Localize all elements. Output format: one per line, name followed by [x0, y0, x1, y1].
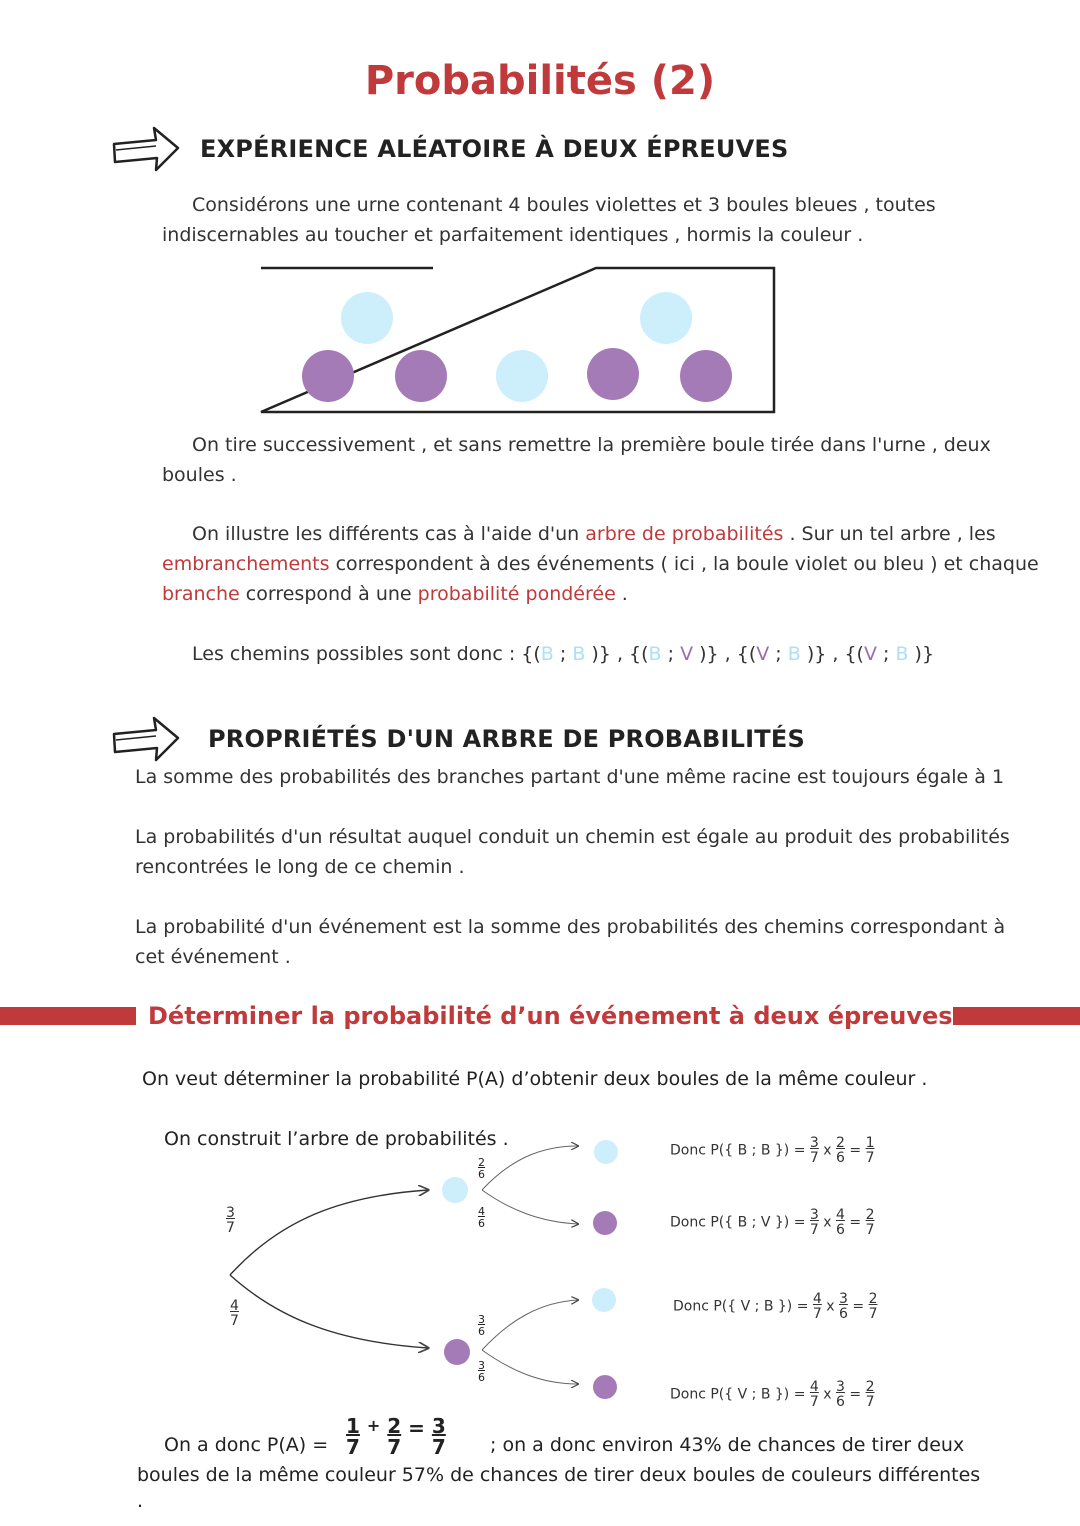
property-1: La somme des probabilités des branches partant d'une même racine est toujours égale à 1 [135, 766, 1005, 788]
section-heading-experience: EXPÉRIENCE ALÉATOIRE À DEUX ÉPREUVES [200, 135, 789, 163]
branch-root-violet [230, 1275, 428, 1348]
ball-violet [680, 350, 732, 402]
fraction-3-6: $\frac{3}{6}$ [478, 1359, 485, 1384]
property-2: La probabilités d'un résultat auquel conduit un chemin est égale au produit des probabilités rencontrées le long de ce chemin . [135, 826, 1010, 878]
sum-expression: $\frac{1}{7}$ + $\frac{2}{7}$ = $\frac{3}{7}$ [346, 1414, 446, 1459]
fraction-4-6: $\frac{4}{6}$ [478, 1205, 485, 1230]
tree-line-2: embranchements correspondent à des événements ( ici , la boule violet ou bleu ) et chaque [162, 553, 1039, 575]
result-vb: Donc P({ V ; B }) = $\frac{4}{7}$ x $\frac{3}{6}$ = $\frac{2}{7}$ [673, 1291, 878, 1322]
conclusion-lead: On a donc P(A) = [164, 1434, 329, 1456]
tree-line-1: On illustre les différents cas à l'aide d'un arbre de probabilités . Sur un tel arbre , les [192, 523, 996, 545]
intro-line-2: indiscernables au toucher et parfaitement identiques , hormis la couleur . [162, 224, 864, 246]
section-heading-properties: PROPRIÉTÉS D'UN ARBRE DE PROBABILITÉS [208, 725, 805, 753]
branch-bb [482, 1146, 578, 1190]
probability-tree [220, 1130, 640, 1420]
arrow-right-icon [112, 714, 182, 764]
fraction-3-6: $\frac{3}{6}$ [478, 1313, 485, 1338]
draw-paragraph [162, 430, 1042, 490]
intro-line-1: Considérons une urne contenant 4 boules violettes et 3 boules bleues , toutes [192, 194, 936, 216]
intro-paragraph [162, 190, 1042, 250]
draw-line-2: boules . [162, 464, 237, 486]
band-left [0, 1007, 136, 1025]
ball-blue [341, 292, 393, 344]
result-vv: Donc P({ V ; B }) = $\frac{4}{7}$ x $\frac{3}{6}$ = $\frac{2}{7}$ [670, 1379, 875, 1410]
tree-paragraph [162, 519, 1072, 609]
arrow-right-icon [112, 124, 182, 174]
tree-line-3: branche correspond à une probabilité pondérée . [162, 583, 628, 605]
node-blue [442, 1177, 468, 1203]
urn-illustration [258, 264, 780, 418]
ball-violet [587, 348, 639, 400]
leaf-violet [593, 1375, 617, 1399]
branch-root-blue [230, 1190, 428, 1275]
result-bb: Donc P({ B ; B }) = $\frac{3}{7}$ x $\frac{2}{6}$ = $\frac{1}{7}$ [670, 1135, 875, 1166]
page-title: Probabilités (2) [364, 58, 716, 104]
branch-vv [482, 1350, 578, 1384]
ball-violet [395, 350, 447, 402]
draw-line-1: On tire successivement , et sans remettre la première boule tirée dans l'urne , deux [192, 434, 991, 456]
fraction-3-7: $\frac{3}{7}$ [226, 1205, 235, 1236]
band-title: Déterminer la probabilité d’un événement à deux épreuves [148, 1002, 953, 1030]
property-3: La probabilité d'un événement est la somme des probabilités des chemins correspondant à cet événement . [135, 916, 1006, 968]
fraction-2-6: $\frac{2}{6}$ [478, 1156, 485, 1181]
band-right [953, 1007, 1080, 1025]
branch-vb [482, 1300, 578, 1350]
fraction-4-7: $\frac{4}{7}$ [230, 1298, 239, 1329]
construct-text: On construit l’arbre de probabilités . [164, 1128, 509, 1150]
ball-blue [496, 350, 548, 402]
node-violet [444, 1339, 470, 1365]
ball-blue [640, 292, 692, 344]
goal-text: On veut déterminer la probabilité P(A) d’obtenir deux boules de la même couleur . [142, 1068, 928, 1090]
result-bv: Donc P({ B ; V }) = $\frac{3}{7}$ x $\frac{4}{6}$ = $\frac{2}{7}$ [670, 1207, 875, 1238]
branch-bv [482, 1190, 578, 1224]
leaf-blue [592, 1288, 616, 1312]
ball-violet [302, 350, 354, 402]
leaf-blue [594, 1140, 618, 1164]
paths-line: Les chemins possibles sont donc : {(B ; B )} , {(B ; V )} , {(V ; B )} , {(V ; B )} [192, 643, 935, 665]
leaf-violet [593, 1211, 617, 1235]
conclusion-line-2: boules de la même couleur 57% de chances de tirer deux boules de couleurs différentes [137, 1464, 981, 1486]
trailing-dot: . [137, 1490, 144, 1512]
conclusion-tail: ; on a donc environ 43% de chances de tirer deux [490, 1434, 965, 1456]
